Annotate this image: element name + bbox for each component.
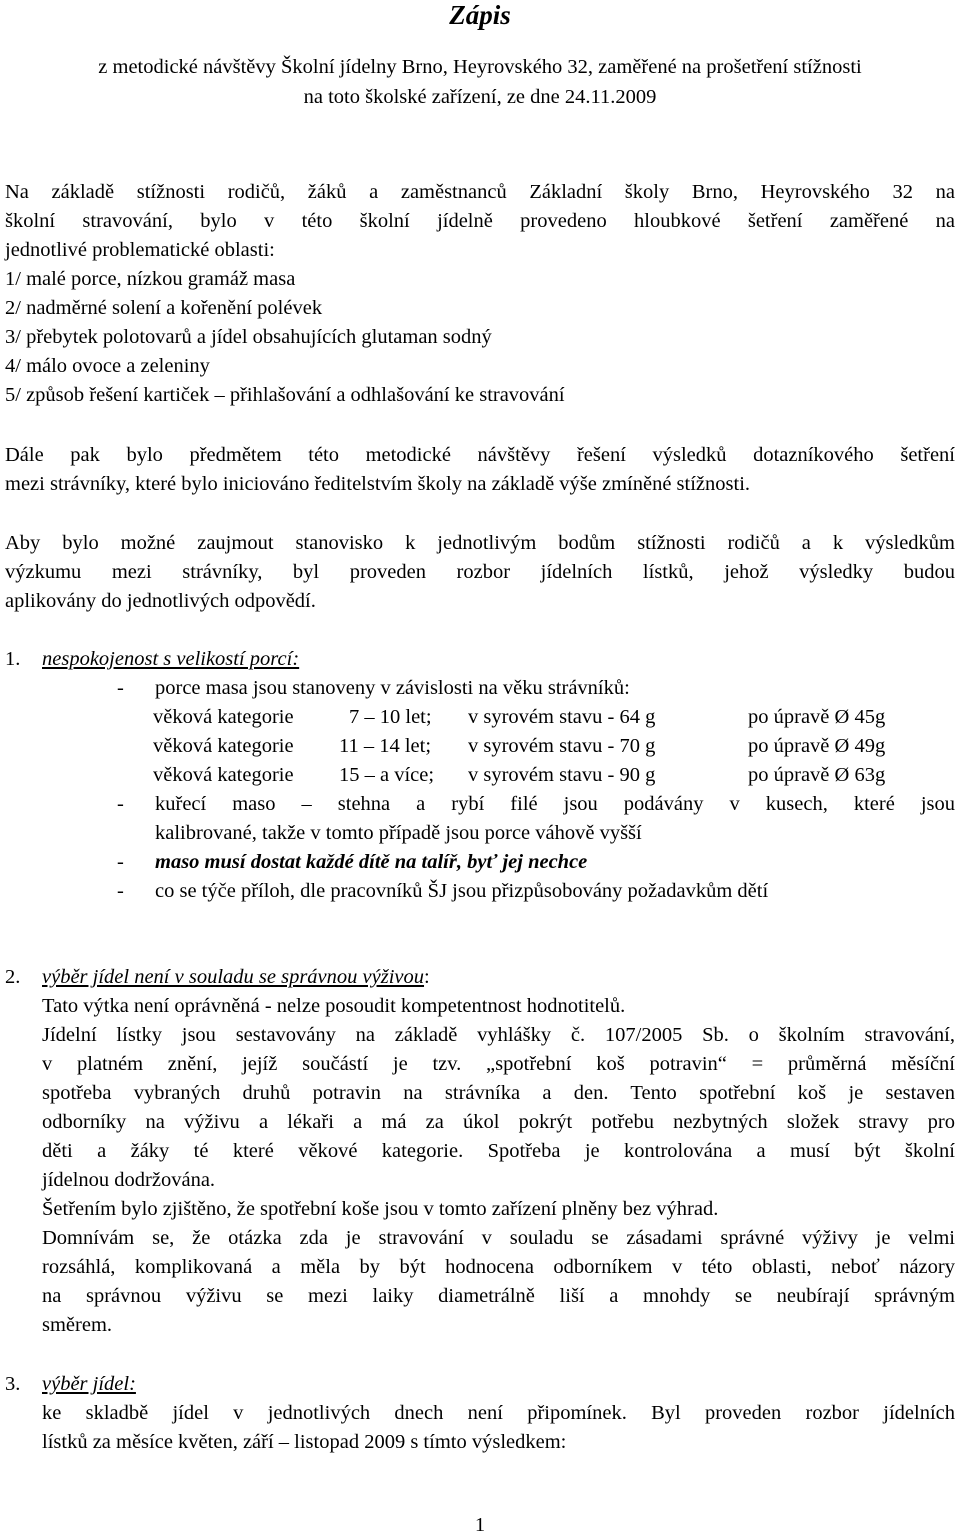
portion-age: 7 – 10 let; [349,706,432,728]
list-item: 3/ přebytek polotovarů a jídel obsahujících glutaman sodný [5,326,492,348]
list-item: 2/ nadměrné solení a kořenění polévek [5,297,323,319]
section2-line: Jídelní lístky jsou sestavovány na základě vyhlášky č. 107/2005 Sb. o školním stravování, [42,1024,955,1046]
intro-line-1: Na základě stížnosti rodičů, žáků a zaměstnanců Základní školy Brno, Heyrovského 32 na [5,181,955,203]
section2-line: děti a žáky té které věkové kategorie. Spotřeba je kontrolována a musí být školní [42,1140,955,1162]
section2-line: rozsáhlá, komplikovaná a měla by být hodnocena odborníkem v této oblasti, neboť názory [42,1256,955,1278]
document-title: Zápis [449,0,511,30]
intro-line-2: školní stravování, bylo v této školní jídelně provedeno hloubkové šetření zaměřené na [5,210,955,232]
section1-bullet2-line-2: kalibrované, takže v tomto případě jsou porce váhově vyšší [155,822,642,844]
portion-after: po úpravě Ø 49g [748,735,886,757]
section2-line: směrem. [42,1314,113,1336]
bullet-dash: - [117,880,124,902]
section2-line: jídelnou dodržována. [42,1169,216,1191]
bullet-dash: - [117,677,124,699]
section1-heading: nespokojenost s velikostí porcí: [42,648,300,670]
portion-after: po úpravě Ø 45g [748,706,886,728]
section1-bullet1: porce masa jsou stanoveny v závislosti na věku strávníků: [155,677,630,699]
section3-line: ke skladbě jídel v jednotlivých dnech není připomínek. Byl proveden rozbor jídelních [42,1402,955,1424]
subtitle-line-1: z metodické návštěvy Školní jídelny Brno, Heyrovského 32, zaměřené na prošetření stížnosti [98,56,862,78]
para2-line-1: Dále pak bylo předmětem této metodické návštěvy řešení výsledků dotazníkového šetření [5,444,955,466]
list-item: 4/ málo ovoce a zeleniny [5,355,210,377]
portion-raw: v syrovém stavu - 70 g [468,735,656,757]
section2-heading-line [42,965,430,989]
bullet-dash: - [117,851,124,873]
section1-bullet4: co se týče příloh, dle pracovníků ŠJ jsou přizpůsobovány požadavkům dětí [155,880,769,902]
section1-bullet2-line-1: kuřecí maso – stehna a rybí filé jsou podávány v kusech, které jsou [155,793,955,815]
para3-line-2: výzkumu mezi strávníky, byl proveden rozbor jídelních lístků, jehož výsledky budou [5,561,955,583]
section1-bullet3: maso musí dostat každé dítě na talíř, byť jej nechce [155,851,588,873]
section2-line: v platném znění, jejíž součástí je tzv. „spotřební koš potravin“ = průměrná měsíční [42,1053,955,1075]
section2-number: 2. [5,966,21,988]
para2-line-2: mezi strávníky, které bylo iniciováno ředitelstvím školy na základě výše zmíněné stížnosti. [5,473,751,495]
section1-number: 1. [5,648,21,670]
section2-line: Tato výtka není oprávněná - nelze posoudit kompetentnost hodnotitelů. [42,995,626,1017]
list-item: 1/ malé porce, nízkou gramáž masa [5,268,296,290]
intro-line-3: jednotlivé problematické oblasti: [5,239,275,261]
subtitle-line-2: na toto školské zařízení, ze dne 24.11.2009 [303,86,657,108]
portion-after: po úpravě Ø 63g [748,764,886,786]
list-item: 5/ způsob řešení kartiček – přihlašování a odhlašování ke stravování [5,384,565,406]
section2-heading: výběr jídel není v souladu se správnou výživou [42,966,425,988]
section2-line: spotřeba vybraných druhů potravin na strávníka a den. Tento spotřební koš je sestaven [42,1082,955,1104]
para3-line-3: aplikovány do jednotlivých odpovědí. [5,590,316,612]
section2-heading-suffix: : [424,966,430,988]
para3-line-1: Aby bylo možné zaujmout stanovisko k jednotlivým bodům stížnosti rodičů a k výsledkům [5,532,955,554]
section2-line: na správnou výživu se mezi laiky diametrálně liší a mnohdy se neubírají správným [42,1285,955,1307]
portion-raw: v syrovém stavu - 64 g [468,706,656,728]
section3-number: 3. [5,1373,21,1395]
section2-line: Šetřením bylo zjištěno, že spotřební koše jsou v tomto zařízení plněny bez výhrad. [42,1198,719,1220]
section2-line: Domnívám se, že otázka zda je stravování v souladu se zásadami správné výživy je velmi [42,1227,955,1249]
page-number: 1 [474,1514,486,1536]
portion-age: 11 – 14 let; [339,735,432,757]
section3-heading: výběr jídel: [42,1373,136,1395]
portion-category: věková kategorie [153,706,294,728]
portion-category: věková kategorie [153,735,294,757]
section2-line: odborníky na výživu a lékaři a má za úkol pokrýt potřebu nezbytných složek stravy pro [42,1111,955,1133]
bullet-dash: - [117,793,124,815]
section3-line: lístků za měsíce květen, září – listopad 2009 s tímto výsledkem: [42,1431,567,1453]
portion-category: věková kategorie [153,764,294,786]
portion-raw: v syrovém stavu - 90 g [468,764,656,786]
portion-age: 15 – a více; [339,764,435,786]
